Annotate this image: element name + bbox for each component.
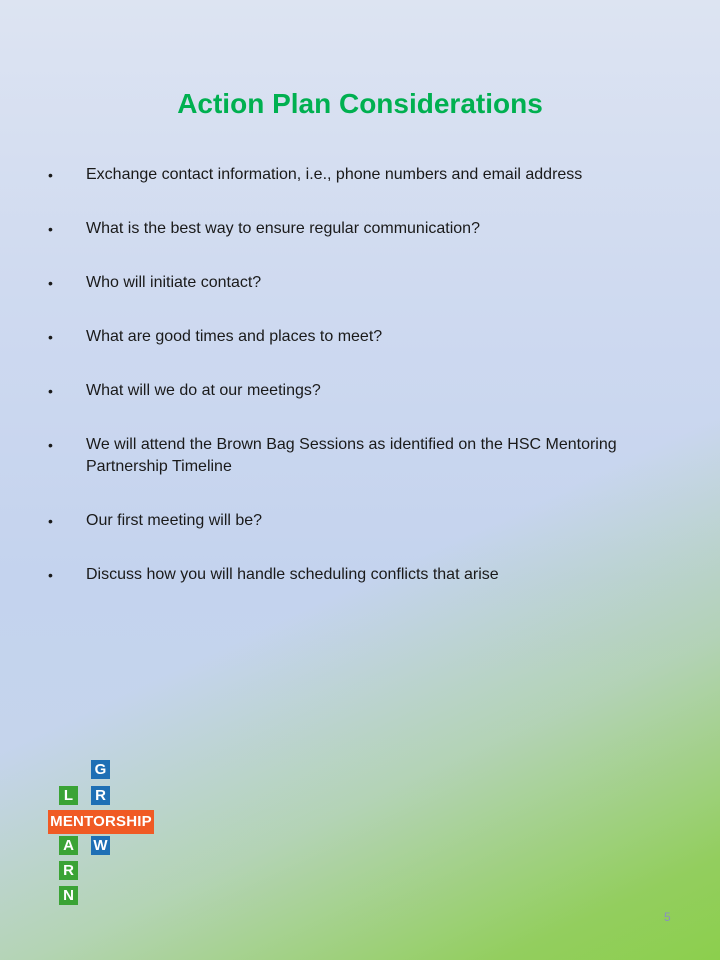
bullet-glyph: • xyxy=(48,513,53,529)
list-item xyxy=(48,510,262,532)
bullet-glyph: • xyxy=(48,167,53,183)
logo-letter-r: R xyxy=(91,786,110,805)
list-item xyxy=(48,218,480,240)
bullet-text: Exchange contact information, i.e., phone numbers and email address xyxy=(86,166,583,183)
logo-mentorship-word: MENTORSHIP xyxy=(48,810,154,834)
bullet-glyph: • xyxy=(48,329,53,345)
bullet-glyph: • xyxy=(48,567,53,583)
bullet-text: Who will initiate contact? xyxy=(86,274,262,291)
bullet-glyph: • xyxy=(48,383,53,399)
list-item xyxy=(48,564,499,586)
list-item xyxy=(48,434,668,478)
list-item xyxy=(48,326,382,348)
logo-letter-n: N xyxy=(59,886,78,905)
logo-letter-g: G xyxy=(91,760,110,779)
bullet-text: What are good times and places to meet? xyxy=(86,328,383,345)
logo-letter-l: L xyxy=(59,786,78,805)
bullet-text: Discuss how you will handle scheduling conflicts that arise xyxy=(86,566,499,583)
bullet-text: Our first meeting will be? xyxy=(86,512,263,529)
bullet-glyph: • xyxy=(48,275,53,291)
page-title: Action Plan Considerations xyxy=(177,88,543,119)
logo-letter-w: W xyxy=(91,836,110,855)
logo-letter-r: R xyxy=(59,861,78,880)
list-item xyxy=(48,380,321,402)
list-item xyxy=(48,164,582,186)
bullet-glyph: • xyxy=(48,221,53,237)
list-item xyxy=(48,272,261,294)
bullet-text: What is the best way to ensure regular communication? xyxy=(86,220,480,237)
bullet-glyph: • xyxy=(48,437,53,453)
logo-letter-a: A xyxy=(59,836,78,855)
bullet-text: We will attend the Brown Bag Sessions as identified on the HSC Mentoring Partnership Timeline xyxy=(86,436,617,475)
page-number: 5 xyxy=(664,910,671,924)
bullet-text: What will we do at our meetings? xyxy=(86,382,321,399)
mentorship-logo xyxy=(48,760,154,910)
